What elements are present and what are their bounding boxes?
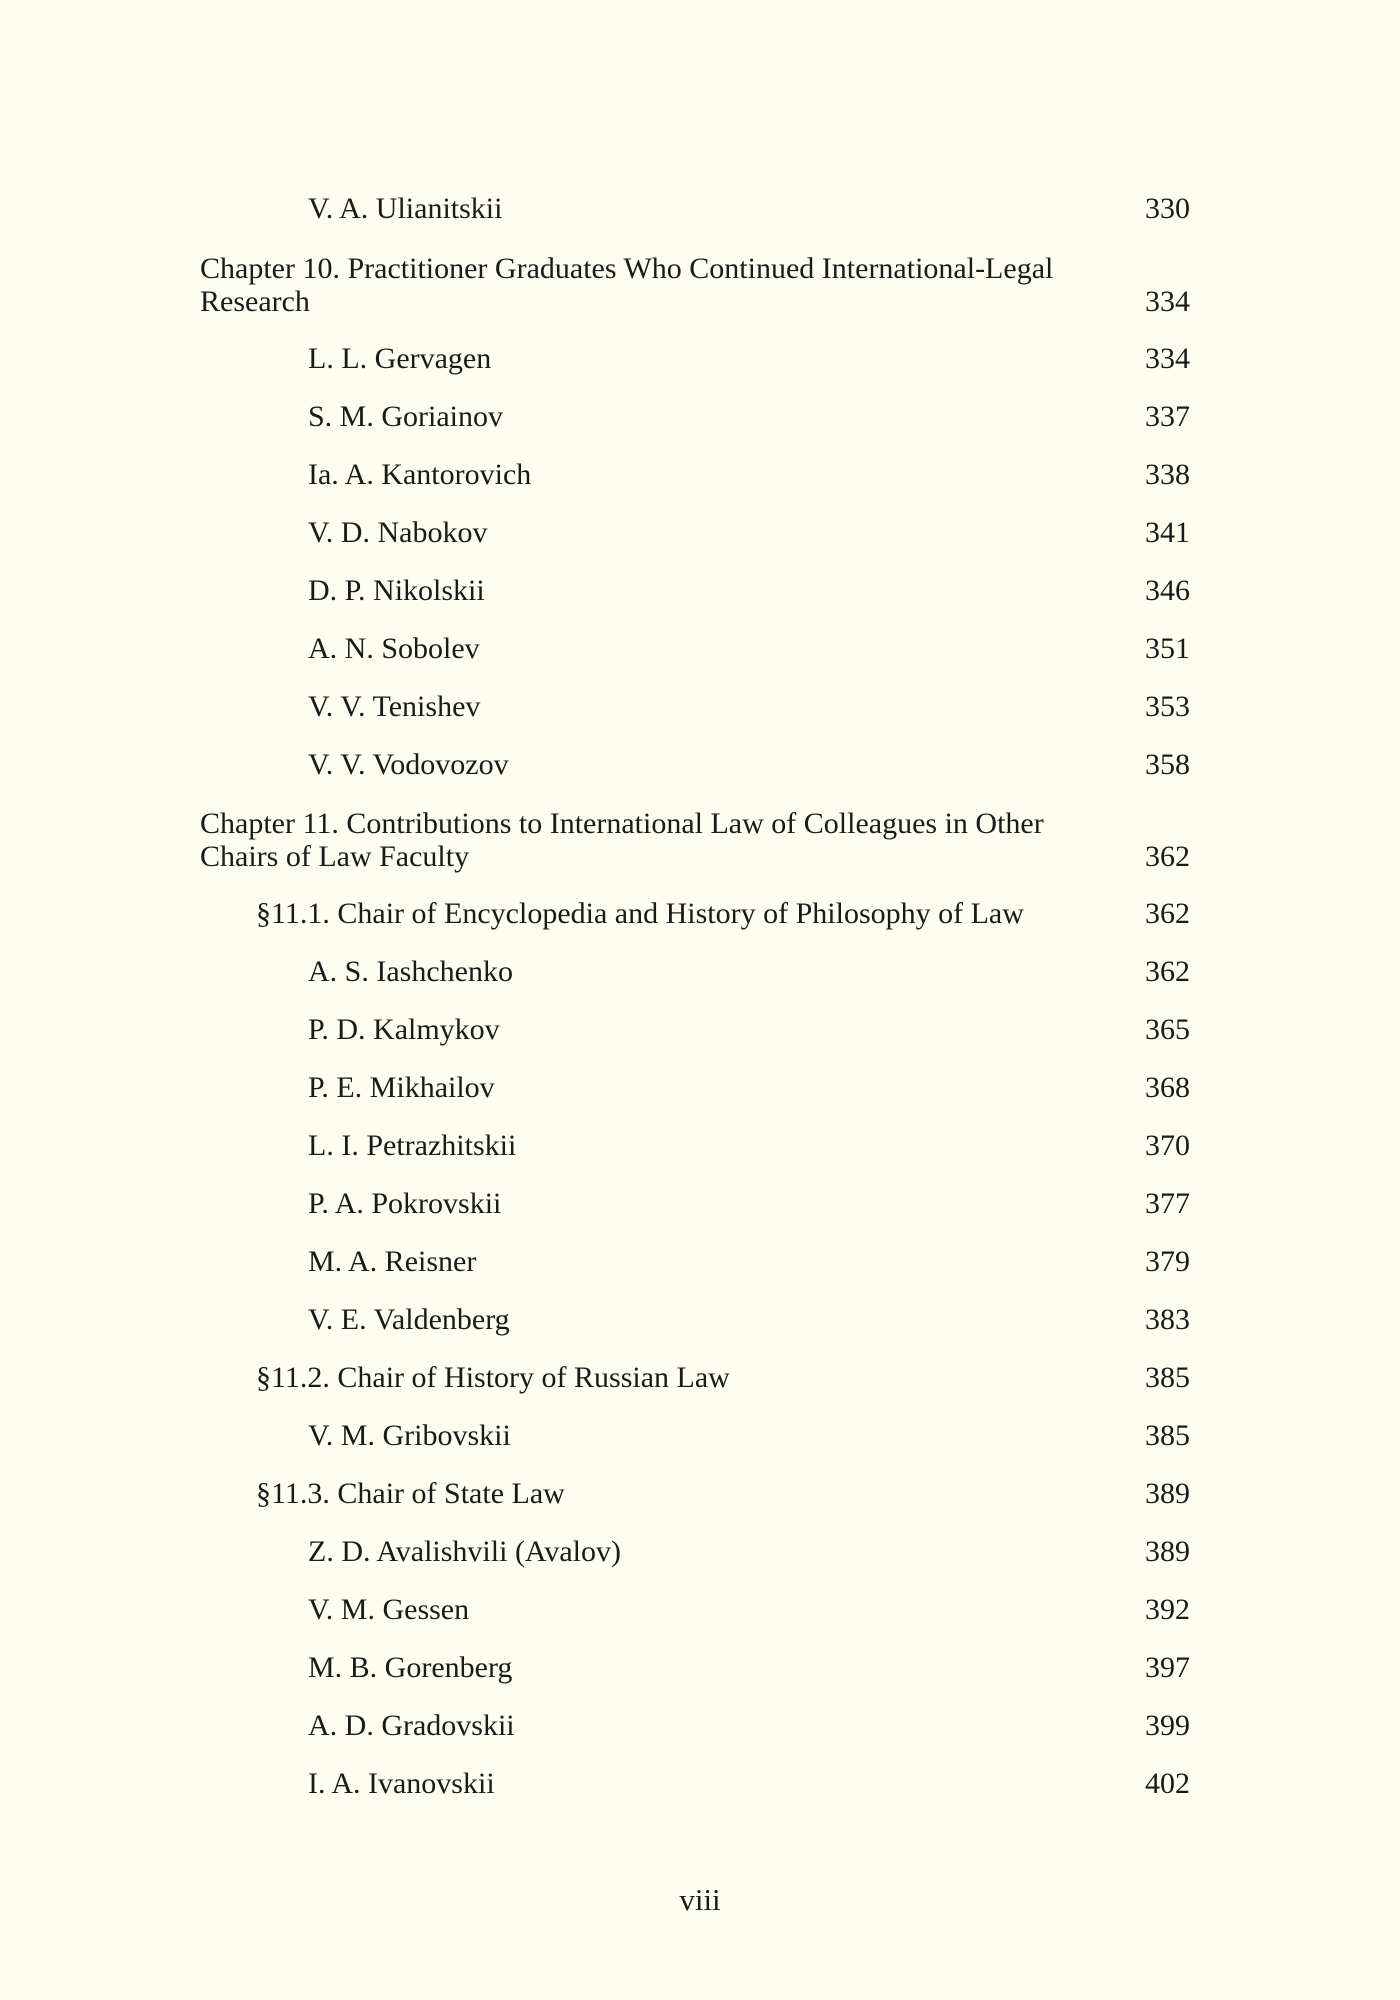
toc-person-entry xyxy=(200,192,1190,225)
toc-entry-title: A. D. Gradovskii xyxy=(308,1709,515,1742)
toc-entry-title: §11.2. Chair of History of Russian Law xyxy=(256,1361,730,1394)
toc-person-entry xyxy=(200,690,1190,723)
toc-section-entry xyxy=(200,1361,1190,1394)
toc-person-entry xyxy=(200,1767,1190,1800)
toc-entry-page-number: 362 xyxy=(1145,897,1190,930)
toc-entry-title: V. V. Tenishev xyxy=(308,690,481,723)
toc-entry-title: D. P. Nikolskii xyxy=(308,574,485,607)
toc-entry-page-number: 341 xyxy=(1145,516,1190,549)
toc-person-entry xyxy=(200,632,1190,665)
toc-entry-title: Z. D. Avalishvili (Avalov) xyxy=(308,1535,622,1568)
toc-entry-page-number: 346 xyxy=(1145,574,1190,607)
toc-entry-title: V. V. Vodovozov xyxy=(308,748,509,781)
toc-entry-page-number: 383 xyxy=(1145,1303,1190,1336)
toc-entry-page-number: 330 xyxy=(1145,192,1190,225)
toc-entry-title: §11.3. Chair of State Law xyxy=(256,1477,565,1510)
toc-entry-page-number: 353 xyxy=(1145,690,1190,723)
toc-section-entry xyxy=(200,897,1190,930)
toc-entry-page-number: 358 xyxy=(1145,748,1190,781)
toc-chapter-entry xyxy=(200,807,1190,873)
toc-person-entry xyxy=(200,1245,1190,1278)
toc-entry-page-number: 389 xyxy=(1145,1477,1190,1510)
toc-entry-page-number: 338 xyxy=(1145,458,1190,491)
toc-entry-title: P. E. Mikhailov xyxy=(308,1071,495,1104)
toc-person-entry xyxy=(200,458,1190,491)
toc-entry-title: V. M. Gribovskii xyxy=(308,1419,511,1452)
toc-person-entry xyxy=(200,1187,1190,1220)
toc-person-entry xyxy=(200,574,1190,607)
toc-entry-title: S. M. Goriainov xyxy=(308,400,503,433)
toc-person-entry xyxy=(200,342,1190,375)
toc-entry-page-number: 397 xyxy=(1145,1651,1190,1684)
toc-entry-page-number: 362 xyxy=(1145,955,1190,988)
toc-entry-page-number: 368 xyxy=(1145,1071,1190,1104)
toc-person-entry xyxy=(200,1071,1190,1104)
toc-entry-title: Chapter 11. Contributions to International Law of Colleagues in Other Chairs of Law Faculty xyxy=(200,807,1044,873)
toc-entry-page-number: 337 xyxy=(1145,400,1190,433)
toc-person-entry xyxy=(200,400,1190,433)
toc-person-entry xyxy=(200,1593,1190,1626)
toc-entry-page-number: 379 xyxy=(1145,1245,1190,1278)
toc-entry-page-number: 334 xyxy=(1145,342,1190,375)
toc-entry-page-number: 385 xyxy=(1145,1419,1190,1452)
toc-entry-title: Chapter 10. Practitioner Graduates Who Continued International-Legal Research xyxy=(200,252,1054,318)
toc-chapter-entry xyxy=(200,252,1190,318)
toc-entry-title: §11.1. Chair of Encyclopedia and History of Philosophy of Law xyxy=(256,897,1024,930)
toc-person-entry xyxy=(200,1013,1190,1046)
toc-entry-page-number: 365 xyxy=(1145,1013,1190,1046)
toc-entry-page-number: 385 xyxy=(1145,1361,1190,1394)
toc-person-entry xyxy=(200,955,1190,988)
toc-entry-title: V. E. Valdenberg xyxy=(308,1303,510,1336)
toc-section-entry xyxy=(200,1477,1190,1510)
toc-entry-title: M. A. Reisner xyxy=(308,1245,477,1278)
toc-person-entry xyxy=(200,1651,1190,1684)
toc-entry-page-number: 334 xyxy=(1145,285,1190,318)
toc-entry-page-number: 392 xyxy=(1145,1593,1190,1626)
toc-entry-page-number: 399 xyxy=(1145,1709,1190,1742)
toc-person-entry xyxy=(200,1129,1190,1162)
toc-entry-title: L. I. Petrazhitskii xyxy=(308,1129,517,1162)
toc-person-entry xyxy=(200,1709,1190,1742)
toc-entry-page-number: 389 xyxy=(1145,1535,1190,1568)
page-number-folio: viii xyxy=(679,1882,721,1917)
toc-entry-page-number: 362 xyxy=(1145,840,1190,873)
toc-entry-title: V. M. Gessen xyxy=(308,1593,470,1626)
toc-entry-page-number: 377 xyxy=(1145,1187,1190,1220)
toc-entry-title: P. A. Pokrovskii xyxy=(308,1187,502,1220)
toc-entry-title: A. N. Sobolev xyxy=(308,632,480,665)
toc-person-entry xyxy=(200,1303,1190,1336)
toc-entry-page-number: 351 xyxy=(1145,632,1190,665)
toc-entry-title: A. S. Iashchenko xyxy=(308,955,513,988)
toc-entry-title: Ia. A. Kantorovich xyxy=(308,458,532,491)
toc-entry-page-number: 402 xyxy=(1145,1767,1190,1800)
toc-person-entry xyxy=(200,748,1190,781)
toc-entry-page-number: 370 xyxy=(1145,1129,1190,1162)
toc-entry-title: M. B. Gorenberg xyxy=(308,1651,513,1684)
toc-entry-title: V. A. Ulianitskii xyxy=(308,192,503,225)
toc-entry-title: L. L. Gervagen xyxy=(308,342,492,375)
toc-person-entry xyxy=(200,1419,1190,1452)
toc-entry-title: I. A. Ivanovskii xyxy=(308,1767,495,1800)
toc-person-entry xyxy=(200,516,1190,549)
toc-entry-title: V. D. Nabokov xyxy=(308,516,488,549)
toc-person-entry xyxy=(200,1535,1190,1568)
toc-entry-title: P. D. Kalmykov xyxy=(308,1013,500,1046)
